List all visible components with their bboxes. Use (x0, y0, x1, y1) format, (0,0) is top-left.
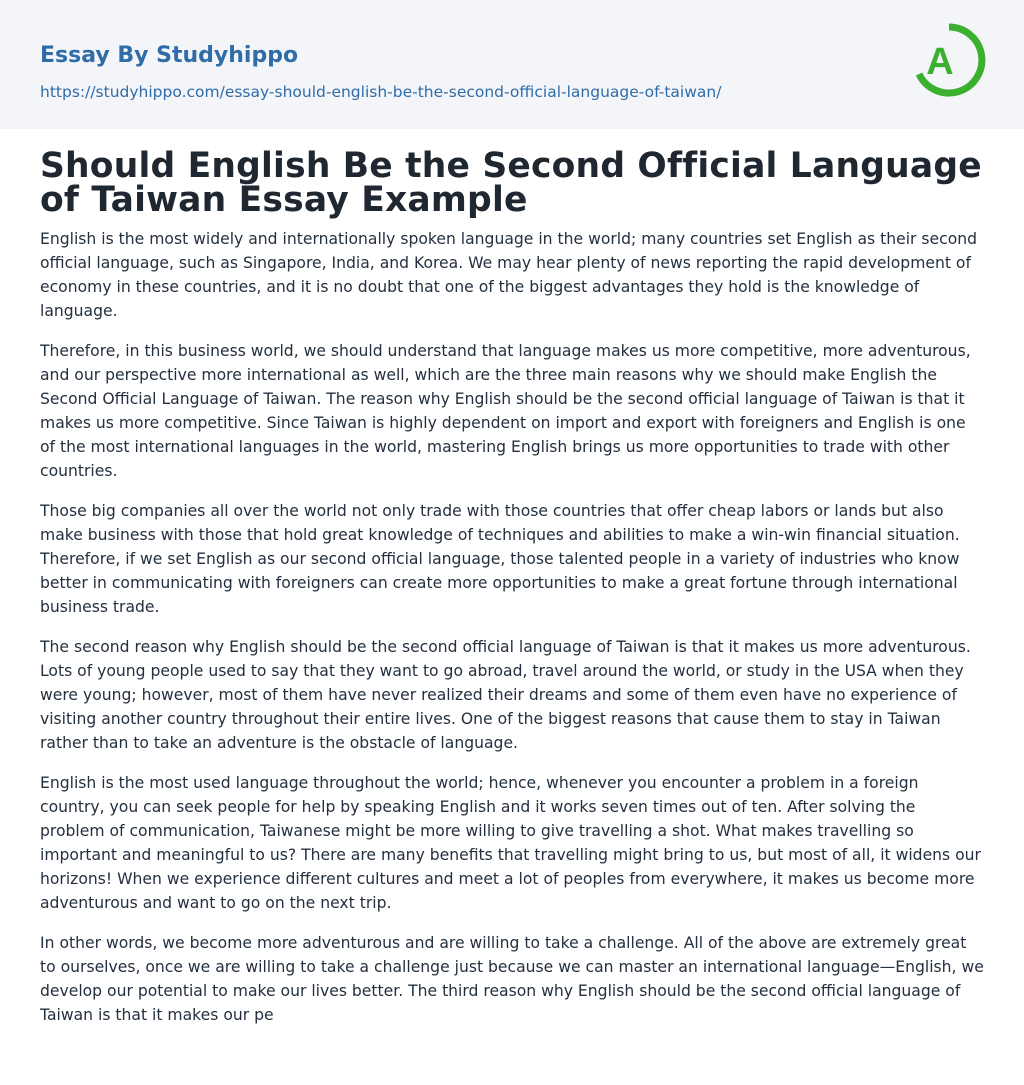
paragraph-3: Those big companies all over the world not only trade with those countries that offer cheap labors or lands but also make business with those that hold great knowledge of techniques and abilities to make a win-win financial situation. Therefore, if we set English as our second official language, those talented people in a variety of industries who know better in communicating with foreigners can create more opportunities to make a great fortune through international business trade. (40, 502, 960, 616)
paragraph-2: Therefore, in this business world, we should understand that language makes us more competitive, more adventurous, and our perspective more international as well, which are the three main reasons why we should make English the Second Official Language of Taiwan. The reason why English should be the second official language of Taiwan is that it makes us more competitive. Since Taiwan is highly dependent on import and export with foreigners and English is one of the most international languages in the world, mastering English brings us more opportunities to trade with other countries. (40, 342, 971, 480)
essay-url-link[interactable]: https://studyhippo.com/essay-should-english-be-the-second-official-language-of-taiwan/ (40, 83, 722, 101)
studyhippo-logo-icon[interactable] (914, 18, 986, 106)
paragraph-6: In other words, we become more adventurous and are willing to take a challenge. All of the above are extremely great to ourselves, once we are willing to take a challenge just because we can master an international language—English, we develop our potential to make our lives better. The third reason why English should be the second official language of Taiwan is that it makes our pe (40, 934, 984, 1024)
page-title: Should English Be the Second Official Language of Taiwan Essay Example (40, 146, 982, 220)
site-header (0, 0, 1024, 129)
logo-letter: A (926, 41, 954, 83)
paragraph-5: English is the most used language throughout the world; hence, whenever you encounter a problem in a foreign country, you can seek people for help by speaking English and it works seven times out of ten. After solving the problem of communication, Taiwanese might be more willing to give travelling a shot. What makes travelling so important and meaningful to us? There are many benefits that travelling might bring to us, but most of all, it widens our horizons! When we experience different cultures and meet a lot of peoples from everywhere, it makes us become more adventurous and want to go on the next trip. (40, 774, 981, 912)
paragraph-4: The second reason why English should be the second official language of Taiwan is that it makes us more adventurous. Lots of young people used to say that they want to go abroad, travel around the world, or study in the USA when they were young; however, most of them have never realized their dreams and some of them even have no experience of visiting another country throughout their entire lives. One of the biggest reasons that cause them to stay in Taiwan rather than to take an adventure is the obstacle of language. (40, 638, 971, 752)
article (0, 129, 1024, 1027)
site-brand[interactable]: Essay By Studyhippo (40, 43, 299, 68)
paragraph-1: English is the most widely and internationally spoken language in the world; many countries set English as their second official language, such as Singapore, India, and Korea. We may hear plenty of news reporting the rapid development of economy in these countries, and it is no doubt that one of the biggest advantages they hold is the knowledge of language. (40, 230, 978, 320)
